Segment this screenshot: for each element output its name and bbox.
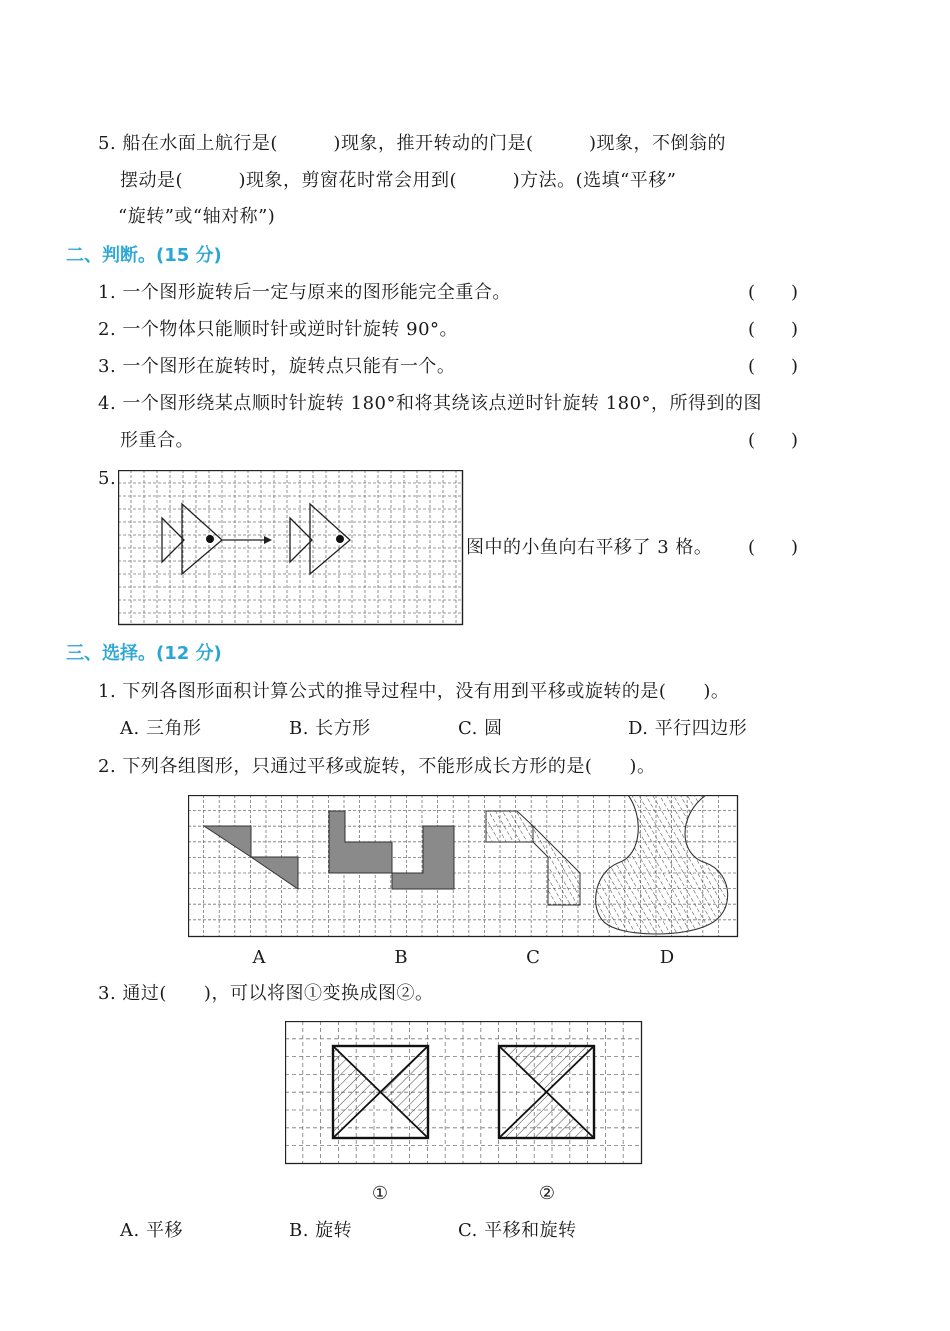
choice-1-option-c[interactable]: C. 圆	[458, 718, 503, 739]
judge-answer-5[interactable]: ( )	[748, 537, 799, 558]
judge-answer-3[interactable]: ( )	[748, 356, 799, 377]
choice-question-2: 2. 下列各组图形，只通过平移或旋转，不能形成长方形的是( )。	[98, 756, 656, 777]
choice-question-1: 1. 下列各图形面积计算公式的推导过程中，没有用到平移或旋转的是( )。	[98, 681, 730, 702]
judge-question-5-text: 图中的小鱼向右平移了 3 格。	[466, 537, 713, 558]
shape-label-a: A	[252, 947, 266, 968]
fill-question-5-line3: “旋转”或“轴对称”)	[118, 206, 276, 227]
shape-group-b	[329, 811, 454, 889]
judge-question-2: 2. 一个物体只能顺时针或逆时针旋转 90°。	[98, 319, 459, 340]
judge-answer-1[interactable]: ( )	[748, 282, 799, 303]
choice-1-option-d[interactable]: D. 平行四边形	[628, 718, 748, 739]
figure-label-2: ②	[538, 1183, 556, 1204]
choice-3-option-c[interactable]: C. 平移和旋转	[458, 1220, 577, 1241]
choice-question-3: 3. 通过( )，可以将图①变换成图②。	[98, 983, 434, 1004]
judge-question-4-line1: 4. 一个图形绕某点顺时针旋转 180°和将其绕该点逆时针旋转 180°，所得到的图	[98, 393, 763, 414]
choice-1-option-b[interactable]: B. 长方形	[289, 718, 371, 739]
judge-question-5-number: 5.	[98, 468, 117, 489]
shape-label-d: D	[659, 947, 675, 968]
choice-1-option-a[interactable]: A. 三角形	[120, 718, 202, 739]
fish-translated-eye	[336, 535, 344, 543]
choice-3-option-b[interactable]: B. 旋转	[289, 1220, 353, 1241]
figure-label-1: ①	[371, 1183, 389, 1204]
section-heading-choice: 三、选择。(12 分)	[66, 643, 222, 664]
shape-label-c: C	[526, 947, 540, 968]
shapes-grid-figure	[188, 795, 739, 939]
fish-grid-figure	[118, 470, 464, 626]
judge-answer-4[interactable]: ( )	[748, 430, 799, 451]
fill-question-5-line1: 5. 船在水面上航行是( )现象，推开转动的门是( )现象，不倒翁的	[98, 133, 726, 154]
fish-original-eye	[206, 535, 214, 543]
shape-group-d	[596, 795, 728, 934]
fill-question-5-line2: 摆动是( )现象，剪窗花时常会用到( )方法。(选填“平移”	[120, 170, 677, 191]
square-figure-1	[333, 1046, 428, 1138]
judge-question-1: 1. 一个图形旋转后一定与原来的图形能完全重合。	[98, 282, 511, 303]
choice-3-option-a[interactable]: A. 平移	[120, 1220, 183, 1241]
judge-answer-2[interactable]: ( )	[748, 319, 799, 340]
section-heading-judgement: 二、判断。(15 分)	[66, 245, 222, 266]
shape-label-b: B	[394, 947, 408, 968]
square-transform-figure	[285, 1021, 643, 1165]
judge-question-4-line2: 形重合。	[120, 430, 194, 451]
judge-question-3: 3. 一个图形在旋转时，旋转点只能有一个。	[98, 356, 456, 377]
